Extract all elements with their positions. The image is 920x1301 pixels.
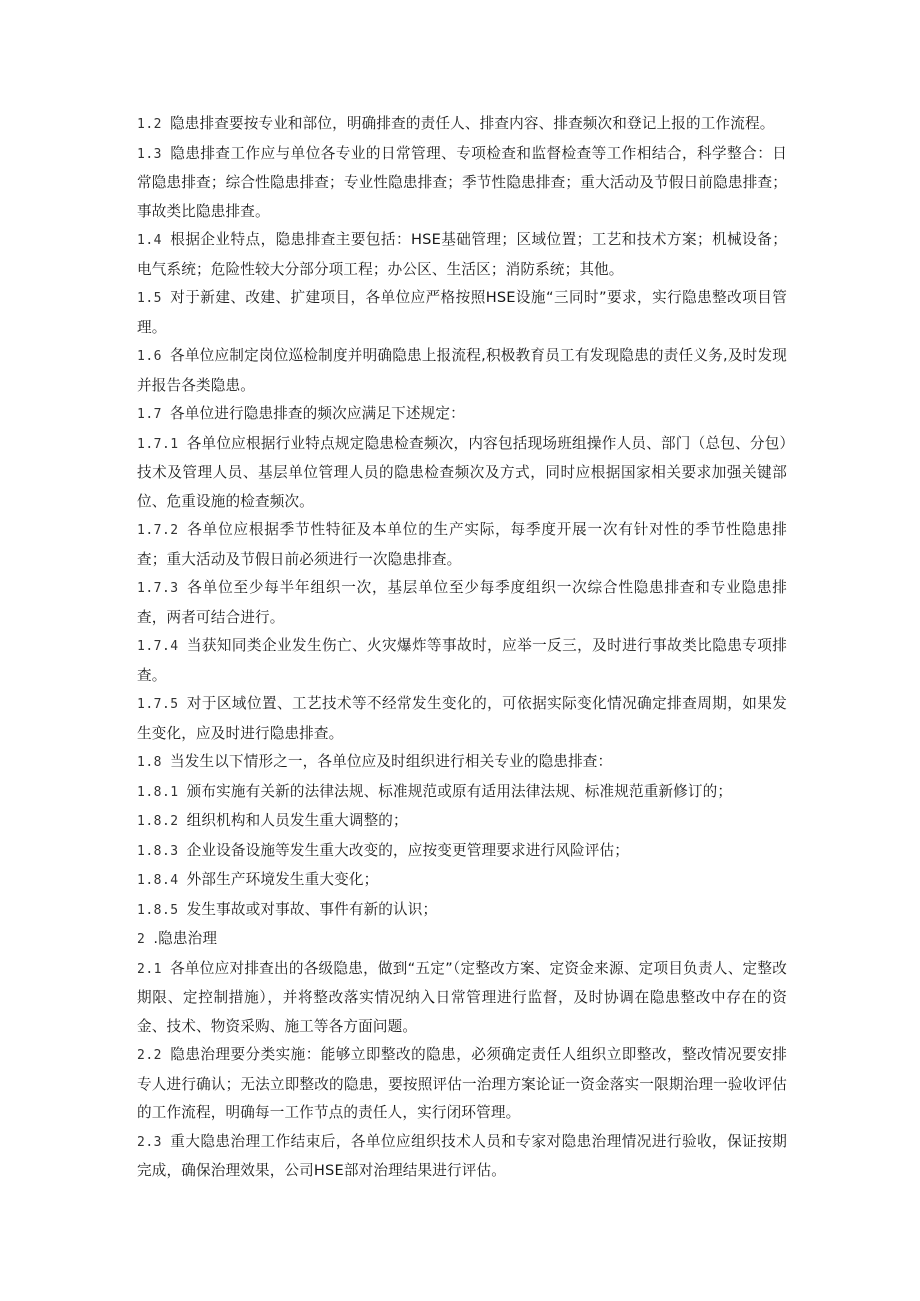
clause-text: 对于新建、改建、扩建项目，各单位应严格按照HSE设施“三同时”要求，实行隐患整改项目管理。 [137,289,787,336]
paragraph-1-8-1 [137,778,787,808]
clause-text: 各单位应根据季节性特征及本单位的生产实际，每季度开展一次有针对性的季节性隐患排查；重大活动及节假日前必须进行一次隐患排查。 [137,521,787,568]
paragraph-1-8-4 [137,866,787,896]
clause-number: 1.7.1 [137,436,179,452]
clause-number: 2 [137,932,146,947]
clause-number: 1.7 [137,407,162,422]
clause-text: 各单位应制定岗位巡检制度并明确隐患上报流程,积极教育员工有发现隐患的责任义务,及时发现并报告各类隐患。 [137,347,787,394]
paragraph-1-7-1 [137,430,787,517]
clause-text: 各单位进行隐患排查的频次应满足下述规定： [169,405,465,422]
clause-number: 1.7.3 [137,581,179,596]
paragraph-1-4 [137,226,787,284]
clause-number: 1.8.5 [137,902,179,918]
clause-text: 隐患排查工作应与单位各专业的日常管理、专项检查和监督检查等工作相结合，科学整合：日常隐患排查；综合性隐患排查；专业性隐患排查；季节性隐患排查；重大活动及节假日前隐患排查；事故类比隐患排查。 [137,144,787,220]
clause-number: 1.7.2 [137,523,179,538]
paragraph-1-5 [137,284,787,342]
paragraph-1-2 [137,110,787,140]
clause-number: 2.2 [137,1048,162,1063]
clause-number: 2.1 [137,961,162,977]
clause-number: 1.8.4 [137,873,179,888]
clause-number: 1.8.2 [137,814,179,829]
paragraph-1-3 [137,140,787,227]
paragraph-1-8-3 [137,837,787,867]
clause-number: 1.8 [137,755,162,770]
clause-text: 颁布实施有关新的法律法规、标准规范或原有适用法律法规、标准规范重新修订的； [186,782,733,800]
clause-text: 隐患治理要分类实施：能够立即整改的隐患，必须确定责任人组织立即整改，整改情况要安排专人进行确认；无法立即整改的隐患，要按照评估一治理方案论证一资金落实一限期治理一验收评估的工作流程，明确每一工作节点的责任人，实行闭环管理。 [137,1046,787,1121]
paragraph-2-3 [137,1128,787,1186]
clause-text: 重大隐患治理工作结束后，各单位应组织技术人员和专家对隐患治理情况进行验收，保证按期完成，确保治理效果，公司HSE部对治理结果进行评估。 [137,1132,787,1179]
paragraph-1-6 [137,342,787,400]
clause-text: 各单位应对排查出的各级隐患，做到“五定”（定整改方案、定资金来源、定项目负责人、定整改期限、定控制措施），并将整改落实情况纳入日常管理进行监督，及时协调在隐患整改中存在的资金、技术、物资采购、施工等各方面问题。 [137,959,787,1035]
clause-text: 发生事故或对事故、事件有新的认识； [186,900,438,918]
clause-number: 1.8.1 [137,784,179,800]
paragraph-2-2 [137,1041,787,1128]
clause-number: 1.8.3 [137,843,179,859]
paragraph-1-7 [137,400,787,430]
clause-text: .隐患治理 [153,930,218,947]
clause-number: 2.3 [137,1134,162,1150]
clause-number: 1.3 [137,146,162,162]
paragraph-1-7-2 [137,516,787,574]
clause-text: 组织机构和人员发生重大调整的； [186,812,408,829]
document-body [137,110,787,1186]
clause-text: 企业设备设施等发生重大改变的，应按变更管理要求进行风险评估； [186,841,629,859]
clause-text: 隐患排查要按专业和部位，明确排查的责任人、排查内容、排查频次和登记上报的工作流程。 [169,115,775,132]
clause-number: 1.5 [137,291,162,306]
clause-text: 对于区域位置、工艺技术等不经常发生变化的，可依据实际变化情况确定排查周期，如果发生变化，应及时进行隐患排查。 [137,695,787,742]
paragraph-1-7-4 [137,632,787,690]
clause-text: 根据企业特点，隐患排查主要包括：HSE基础管理；区域位置；工艺和技术方案；机械设备；电气系统；危险性较大分部分项工程；办公区、生活区；消防系统；其他。 [137,231,787,278]
clause-text: 各单位应根据行业特点规定隐患检查频次，内容包括现场班组操作人员、部门（总包、分包）技术及管理人员、基层单位管理人员的隐患检查频次及方式，同时应根据国家相关要求加强关键部位、危重设施的检查频次。 [137,434,787,510]
paragraph-1-7-5 [137,690,787,748]
clause-text: 当发生以下情形之一，各单位应及时组织进行相关专业的隐患排查： [169,753,613,770]
clause-text: 各单位至少每半年组织一次，基层单位至少每季度组织一次综合性隐患排查和专业隐患排查，两者可结合进行。 [137,579,787,626]
clause-number: 1.2 [137,117,162,132]
clause-text: 外部生产环境发生重大变化； [186,871,379,888]
clause-number: 1.4 [137,233,162,248]
paragraph-1-8 [137,748,787,778]
clause-text: 当获知同类企业发生伤亡、火灾爆炸等事故时，应举一反三，及时进行事故类比隐患专项排查。 [137,637,787,684]
paragraph-1-7-3 [137,574,787,632]
paragraph-1-8-2 [137,807,787,837]
clause-number: 1.7.4 [137,639,179,654]
clause-number: 1.7.5 [137,697,179,712]
paragraph-1-8-5 [137,896,787,926]
paragraph-2-1 [137,955,787,1042]
section-heading-2 [137,925,787,955]
clause-number: 1.6 [137,349,162,364]
